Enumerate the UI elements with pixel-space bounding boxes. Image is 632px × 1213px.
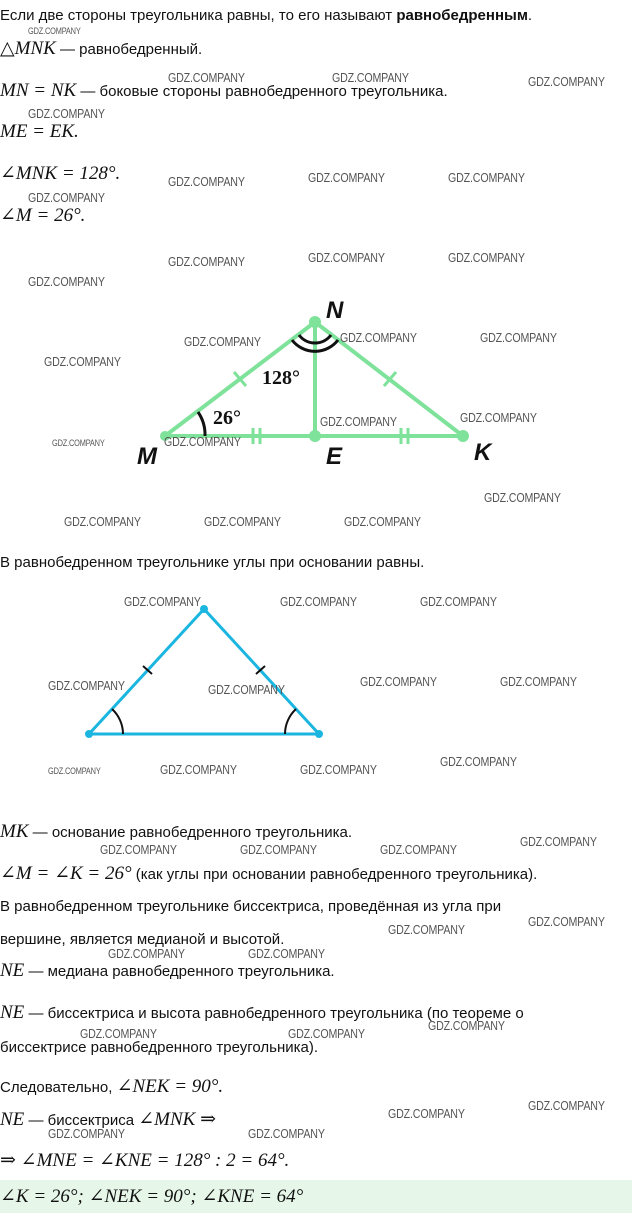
arc-left	[112, 709, 123, 734]
statement-line: △MNK — равнобедренный.	[0, 38, 203, 59]
angle-label-26: 26°	[213, 407, 241, 429]
isosceles-triangle-diagram	[0, 598, 632, 743]
triangle-mnk-diagram	[0, 290, 632, 490]
watermark: GDZ.COMPANY	[160, 762, 237, 777]
vertex-k	[457, 430, 469, 442]
statement-line: MK — основание равнобедренного треугольника.	[0, 821, 353, 842]
watermark: GDZ.COMPANY	[480, 330, 557, 345]
watermark: GDZ.COMPANY	[48, 1126, 125, 1141]
watermark: GDZ.COMPANY	[248, 1126, 325, 1141]
vertices	[85, 605, 323, 738]
answer-text: ∠K = 26°; ∠NEK = 90°; ∠KNE = 64°	[0, 1186, 304, 1207]
watermark: GDZ.COMPANY	[240, 842, 317, 857]
tick-marks	[143, 666, 265, 674]
watermark: GDZ.COMPANY	[320, 414, 397, 429]
theorem-line: В равнобедренном треугольнике биссектриса, проведённая из угла при	[0, 898, 502, 915]
label-n: N	[326, 297, 344, 324]
watermark: GDZ.COMPANY	[460, 410, 537, 425]
statement-line: NE — медиана равнобедренного треугольника.	[0, 960, 335, 981]
watermark: GDZ.COMPANY	[288, 1026, 365, 1041]
statement-line: MN = NK — боковые стороны равнобедренного треугольника.	[0, 80, 448, 101]
watermark: GDZ.COMPANY	[380, 842, 457, 857]
vertex-left	[85, 730, 93, 738]
watermark: GDZ.COMPANY	[208, 682, 285, 697]
watermark: GDZ.COMPANY	[28, 190, 105, 205]
watermark: GDZ.COMPANY	[108, 946, 185, 961]
math-line: ME = EK.	[0, 121, 79, 142]
watermark: GDZ.COMPANY	[28, 26, 81, 36]
watermark: GDZ.COMPANY	[340, 330, 417, 345]
watermark: GDZ.COMPANY	[168, 174, 245, 189]
arc-right	[285, 709, 296, 734]
math-line: ∠MNK = 128°.	[0, 163, 121, 184]
watermark: GDZ.COMPANY	[28, 106, 105, 121]
vertex-top	[200, 605, 208, 613]
watermark: GDZ.COMPANY	[360, 674, 437, 689]
watermark: GDZ.COMPANY	[448, 250, 525, 265]
watermark: GDZ.COMPANY	[164, 434, 241, 449]
term-isosceles: равнобедренным	[396, 7, 528, 24]
watermark: GDZ.COMPANY	[124, 594, 201, 609]
watermark: GDZ.COMPANY	[420, 594, 497, 609]
angle-label-128: 128°	[262, 367, 300, 389]
watermark: GDZ.COMPANY	[528, 74, 605, 89]
watermark: GDZ.COMPANY	[280, 594, 357, 609]
watermark: GDZ.COMPANY	[344, 514, 421, 529]
answer-box	[0, 1180, 632, 1213]
watermark: GDZ.COMPANY	[308, 170, 385, 185]
watermark: GDZ.COMPANY	[48, 678, 125, 693]
math-line: ∠M = 26°.	[0, 205, 86, 226]
label-m: M	[137, 443, 157, 470]
statement-line: ∠M = ∠K = 26° (как углы при основании равнобедренного треугольника).	[0, 863, 538, 884]
side-left	[89, 609, 204, 734]
label-k: K	[474, 439, 492, 466]
watermark: GDZ.COMPANY	[184, 334, 261, 349]
watermark: GDZ.COMPANY	[388, 922, 465, 937]
watermark: GDZ.COMPANY	[248, 946, 325, 961]
watermark: GDZ.COMPANY	[388, 1106, 465, 1121]
watermark: GDZ.COMPANY	[528, 1098, 605, 1113]
watermark: GDZ.COMPANY	[168, 254, 245, 269]
watermark: GDZ.COMPANY	[500, 674, 577, 689]
vertex-right	[315, 730, 323, 738]
watermark: GDZ.COMPANY	[48, 766, 101, 776]
watermark: GDZ.COMPANY	[484, 490, 561, 505]
theorem-line: В равнобедренном треугольнике углы при основании равны.	[0, 554, 425, 571]
watermark: GDZ.COMPANY	[448, 170, 525, 185]
watermark: GDZ.COMPANY	[28, 274, 105, 289]
math-line: ⇒ ∠MNE = ∠KNE = 128° : 2 = 64°.	[0, 1150, 290, 1171]
conclusion-line: Следовательно, ∠NEK = 90°.	[0, 1076, 224, 1097]
angle-arcs	[112, 709, 296, 734]
definition-line: Если две стороны треугольника равны, то его называют равнобедренным.	[0, 7, 533, 24]
tick-marks	[234, 372, 408, 444]
statement-line: биссектрисе равнобедренного треугольника).	[0, 1039, 319, 1056]
label-e: E	[326, 443, 343, 470]
triangle-sides	[89, 609, 319, 734]
vertex-n	[309, 316, 321, 328]
statement-line: NE — биссектриса и высота равнобедренного треугольника (по теореме о	[0, 1002, 524, 1023]
watermark: GDZ.COMPANY	[332, 70, 409, 85]
watermark: GDZ.COMPANY	[440, 754, 517, 769]
theorem-line: вершине, является медианой и высотой.	[0, 931, 285, 948]
watermark: GDZ.COMPANY	[520, 834, 597, 849]
watermark: GDZ.COMPANY	[300, 762, 377, 777]
conclusion-line: NE — биссектриса ∠MNK ⇒	[0, 1109, 217, 1130]
watermark: GDZ.COMPANY	[44, 354, 121, 369]
watermark: GDZ.COMPANY	[52, 438, 105, 448]
watermark: GDZ.COMPANY	[528, 914, 605, 929]
watermark: GDZ.COMPANY	[168, 70, 245, 85]
arc-m	[198, 412, 205, 436]
watermark: GDZ.COMPANY	[100, 842, 177, 857]
watermark: GDZ.COMPANY	[428, 1018, 505, 1033]
watermark: GDZ.COMPANY	[64, 514, 141, 529]
side-right	[204, 609, 319, 734]
watermark: GDZ.COMPANY	[80, 1026, 157, 1041]
vertex-e	[309, 430, 321, 442]
watermark: GDZ.COMPANY	[204, 514, 281, 529]
watermark: GDZ.COMPANY	[308, 250, 385, 265]
